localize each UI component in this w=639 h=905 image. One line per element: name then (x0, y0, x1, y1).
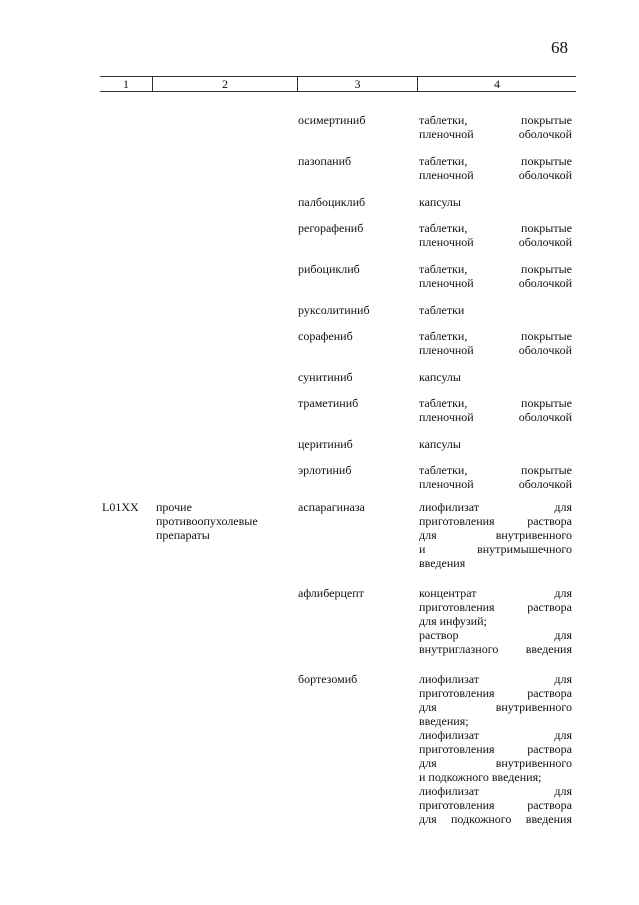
header-col-3: 3 (354, 77, 361, 91)
dosage-form-line: таблетки, покрытые (419, 154, 572, 168)
header-col-2: 2 (222, 77, 228, 91)
header-col-4: 4 (494, 77, 500, 91)
page-number: 68 (551, 38, 568, 57)
dosage-form (419, 154, 572, 182)
dosage-form-line: приготовления раствора (419, 798, 572, 812)
dosage-form-line: приготовления раствора (419, 600, 572, 614)
dosage-form-line: капсулы (419, 370, 461, 384)
dosage-form-line: для внутривенного (419, 528, 572, 542)
atc-code: L01XX (102, 500, 139, 514)
dosage-form-line: пленочной оболочкой (419, 127, 572, 141)
drug-name: сорафениб (298, 329, 353, 343)
drug-name: бортезомиб (298, 672, 358, 686)
drug-name: церитиниб (298, 437, 353, 451)
dosage-form-line: для внутривенного (419, 756, 572, 770)
drug-name: траметиниб (298, 396, 359, 410)
drug-name: палбоциклиб (298, 195, 366, 209)
dosage-form-line: пленочной оболочкой (419, 168, 572, 182)
table-header (100, 76, 576, 92)
dosage-form-line: приготовления раствора (419, 514, 572, 528)
dosage-form-line: пленочной оболочкой (419, 343, 572, 357)
dosage-form-line: для инфузий; (419, 614, 487, 628)
dosage-form-line: таблетки (419, 303, 465, 317)
dosage-form-line: таблетки, покрытые (419, 329, 572, 343)
dosage-form-line: введения (419, 556, 466, 570)
drug-name: пазопаниб (298, 154, 352, 168)
dosage-form-line: таблетки, покрытые (419, 113, 572, 127)
dosage-form (419, 195, 572, 209)
dosage-form (419, 303, 572, 317)
group-name-line: противоопухолевые (156, 514, 258, 528)
drug-name: эрлотиниб (298, 463, 352, 477)
dosage-form-line: для подкожного введения (419, 812, 572, 826)
dosage-form-line: лиофилизат для (419, 784, 572, 798)
drug-name: сунитиниб (298, 370, 353, 384)
dosage-form-line: и подкожного введения; (419, 770, 542, 784)
dosage-form-line: капсулы (419, 437, 461, 451)
drug-name: регорафениб (298, 221, 364, 235)
dosage-form-line: приготовления раствора (419, 686, 572, 700)
dosage-form-line: введения; (419, 714, 469, 728)
dosage-form-line: таблетки, покрытые (419, 396, 572, 410)
drug-name: руксолитиниб (298, 303, 370, 317)
dosage-form-line: пленочной оболочкой (419, 235, 572, 249)
dosage-form-line: пленочной оболочкой (419, 477, 572, 491)
dosage-form (419, 262, 572, 290)
group-name (156, 500, 286, 542)
dosage-form (419, 586, 572, 656)
dosage-form (419, 396, 572, 424)
dosage-form-line: лиофилизат для (419, 672, 572, 686)
header-col-1: 1 (123, 77, 129, 91)
dosage-form-line: таблетки, покрытые (419, 221, 572, 235)
dosage-form-line: и внутримышечного (419, 542, 572, 556)
dosage-form-line: концентрат для (419, 586, 572, 600)
dosage-form-line: раствор для (419, 628, 572, 642)
dosage-form (419, 500, 572, 570)
drug-name: рибоциклиб (298, 262, 360, 276)
dosage-form-line: пленочной оболочкой (419, 410, 572, 424)
dosage-form-line: таблетки, покрытые (419, 262, 572, 276)
dosage-form (419, 437, 572, 451)
dosage-form (419, 370, 572, 384)
dosage-form-line: для внутривенного (419, 700, 572, 714)
group-name-line: прочие (156, 500, 192, 514)
dosage-form-line: внутриглазного введения (419, 642, 572, 656)
dosage-form (419, 463, 572, 491)
dosage-form-line: лиофилизат для (419, 500, 572, 514)
drug-name: осимертиниб (298, 113, 366, 127)
dosage-form (419, 113, 572, 141)
dosage-form-line: капсулы (419, 195, 461, 209)
dosage-form-line: лиофилизат для (419, 728, 572, 742)
dosage-form (419, 672, 572, 826)
drug-name: афлиберцепт (298, 586, 364, 600)
dosage-form-line: пленочной оболочкой (419, 276, 572, 290)
dosage-form (419, 329, 572, 357)
dosage-form (419, 221, 572, 249)
dosage-form-line: таблетки, покрытые (419, 463, 572, 477)
dosage-form-line: приготовления раствора (419, 742, 572, 756)
drug-name: аспарагиназа (298, 500, 365, 514)
group-name-line: препараты (156, 528, 210, 542)
